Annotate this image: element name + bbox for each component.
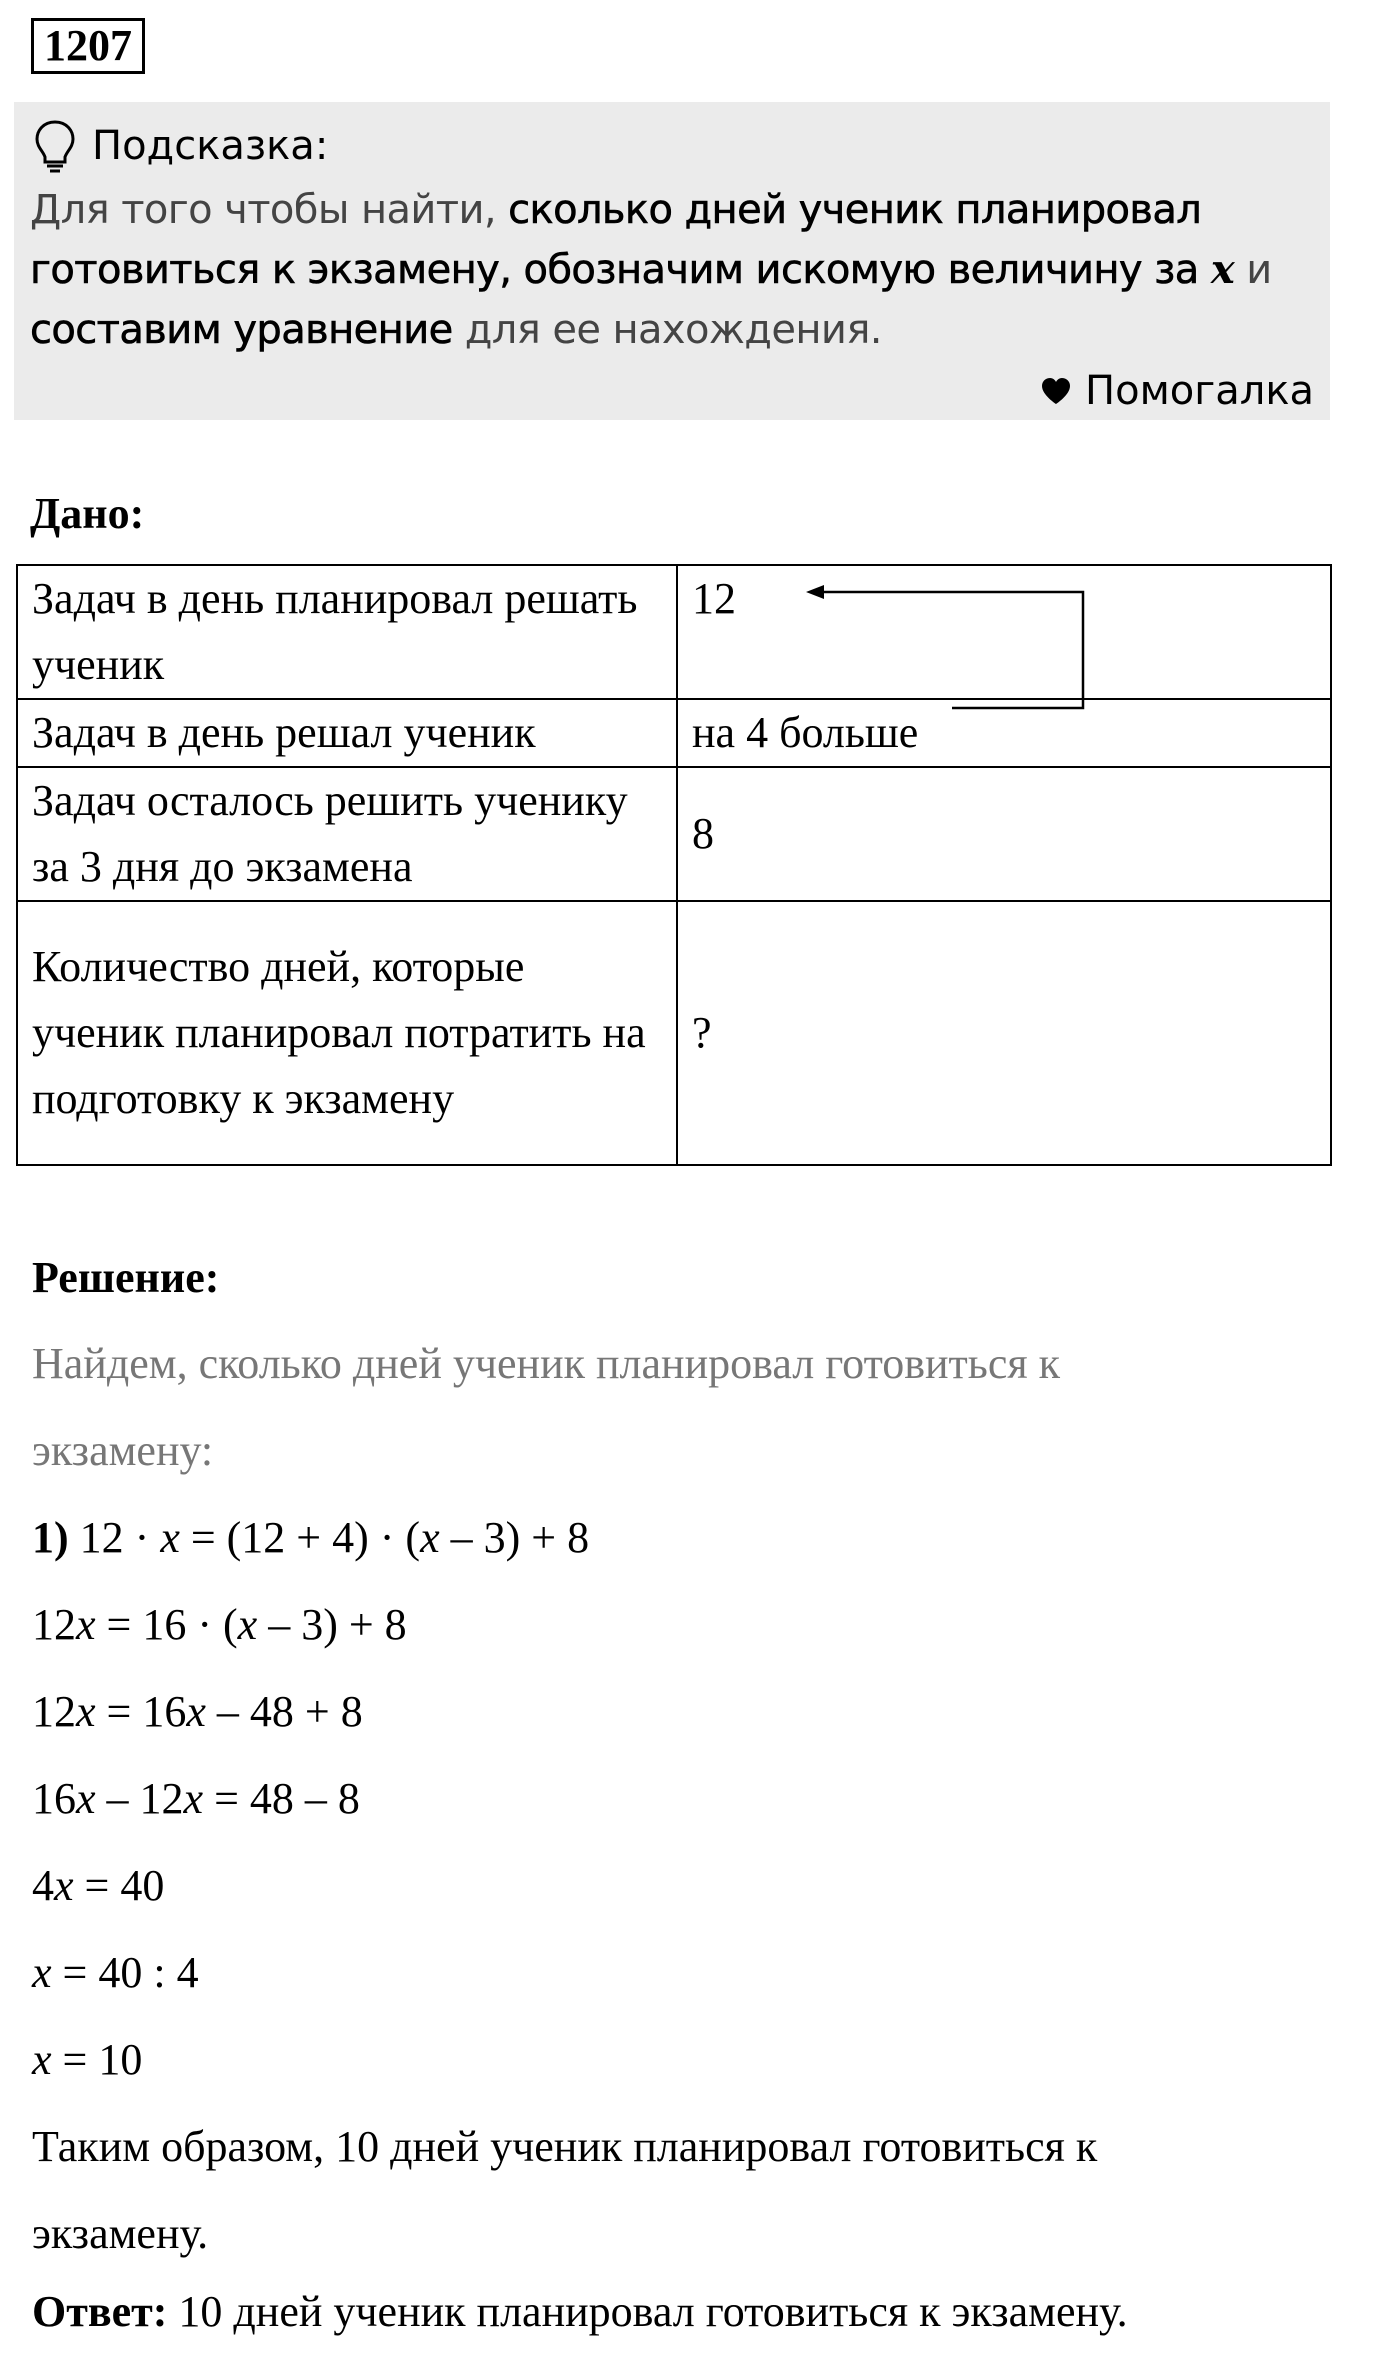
eq-part: = 48 – 8 bbox=[203, 1774, 360, 1823]
solution-intro: Найдем, сколько дней ученик планировал готовиться к bbox=[32, 1339, 1060, 1388]
hint-text-part: и bbox=[1234, 247, 1272, 293]
eq-part: 12 · bbox=[79, 1513, 161, 1562]
problem-number: 1207 bbox=[31, 18, 145, 74]
given-cell-label: Количество дней, которые ученик планировал потратить на подготовку к экзамену bbox=[17, 901, 677, 1165]
hint-text-bold: готовиться к экзамену, обозначим искомую величину за bbox=[30, 247, 1211, 293]
variable-x: x bbox=[76, 1600, 96, 1649]
variable-x: x bbox=[54, 1861, 74, 1910]
hint-text-part: Для того чтобы найти, bbox=[30, 187, 509, 233]
table-row bbox=[17, 699, 1331, 767]
solution-intro: экзамену: bbox=[32, 1426, 214, 1475]
eq-part: – 3) + 8 bbox=[257, 1600, 407, 1649]
hint-header bbox=[30, 116, 1314, 176]
eq-part: 16 bbox=[32, 1774, 76, 1823]
conclusion: экзамену. bbox=[32, 2209, 209, 2258]
variable-x: x bbox=[32, 1948, 52, 1997]
hint-title: Подсказка: bbox=[92, 123, 329, 169]
eq-part: – 3) + 8 bbox=[439, 1513, 590, 1562]
solution-label: Решение: bbox=[32, 1253, 220, 1302]
variable-x: x bbox=[160, 1513, 180, 1562]
eq-part: = 16 bbox=[95, 1687, 187, 1736]
answer-label: Ответ: bbox=[32, 2287, 168, 2336]
given-cell-label: Задач осталось решить ученику за 3 дня до экзамена bbox=[17, 767, 677, 901]
given-cell-value: на 4 больше bbox=[677, 699, 1331, 767]
variable-x: x bbox=[186, 1687, 206, 1736]
table-row bbox=[17, 767, 1331, 901]
equation-line bbox=[32, 1755, 360, 1842]
equation-line bbox=[32, 1929, 199, 2016]
variable-x: x bbox=[32, 2035, 52, 2084]
equation-line bbox=[32, 1668, 363, 1755]
eq-part: – 12 bbox=[95, 1774, 184, 1823]
eq-part: = (12 + 4) · ( bbox=[179, 1513, 421, 1562]
hint-text bbox=[30, 180, 1314, 360]
hint-footer[interactable] bbox=[1041, 368, 1314, 414]
helper-link[interactable]: Помогалка bbox=[1085, 368, 1314, 414]
conclusion: Таким образом, 10 дней ученик планировал готовиться к bbox=[32, 2122, 1098, 2171]
equation-line bbox=[32, 1842, 164, 1929]
hint-box bbox=[14, 102, 1330, 420]
eq-part: = 10 bbox=[51, 2035, 143, 2084]
variable-x: x bbox=[237, 1600, 258, 1649]
variable-x: x bbox=[183, 1774, 204, 1823]
heart-icon bbox=[1041, 377, 1071, 405]
eq-part: – 48 + 8 bbox=[205, 1687, 363, 1736]
given-cell-label: Задач в день решал ученик bbox=[17, 699, 677, 767]
variable-x: x bbox=[76, 1687, 96, 1736]
answer-line bbox=[32, 2268, 1128, 2355]
given-cell-value: 8 bbox=[677, 767, 1331, 901]
variable-x: x bbox=[76, 1774, 96, 1823]
table-row bbox=[17, 901, 1331, 1165]
equation-line bbox=[32, 1494, 589, 1581]
equation-line bbox=[32, 2016, 142, 2103]
answer-text: 10 дней ученик планировал готовиться к экзамену. bbox=[167, 2287, 1128, 2336]
equation-line bbox=[32, 1581, 407, 1668]
table-row bbox=[17, 565, 1331, 699]
given-cell-value: 12 bbox=[677, 565, 1331, 699]
eq-part: 12 bbox=[32, 1600, 76, 1649]
given-table bbox=[16, 564, 1332, 1166]
given-label: Дано: bbox=[30, 489, 145, 538]
hint-text-bold: сколько дней ученик планировал bbox=[508, 187, 1202, 233]
step-number: 1) bbox=[32, 1513, 69, 1562]
eq-part: 12 bbox=[32, 1687, 76, 1736]
variable-x: x bbox=[420, 1513, 440, 1562]
given-cell-label: Задач в день планировал решать ученик bbox=[17, 565, 677, 699]
hint-variable: x bbox=[1210, 246, 1235, 293]
lightbulb-icon bbox=[32, 118, 78, 174]
eq-part: = 16 · ( bbox=[95, 1600, 238, 1649]
given-cell-value: ? bbox=[677, 901, 1331, 1165]
eq-part: 4 bbox=[32, 1861, 54, 1910]
eq-part: = 40 : 4 bbox=[51, 1948, 199, 1997]
eq-part: = 40 bbox=[73, 1861, 165, 1910]
hint-text-bold: составим уравнение bbox=[30, 307, 453, 353]
hint-text-part: для ее нахождения. bbox=[452, 307, 882, 353]
